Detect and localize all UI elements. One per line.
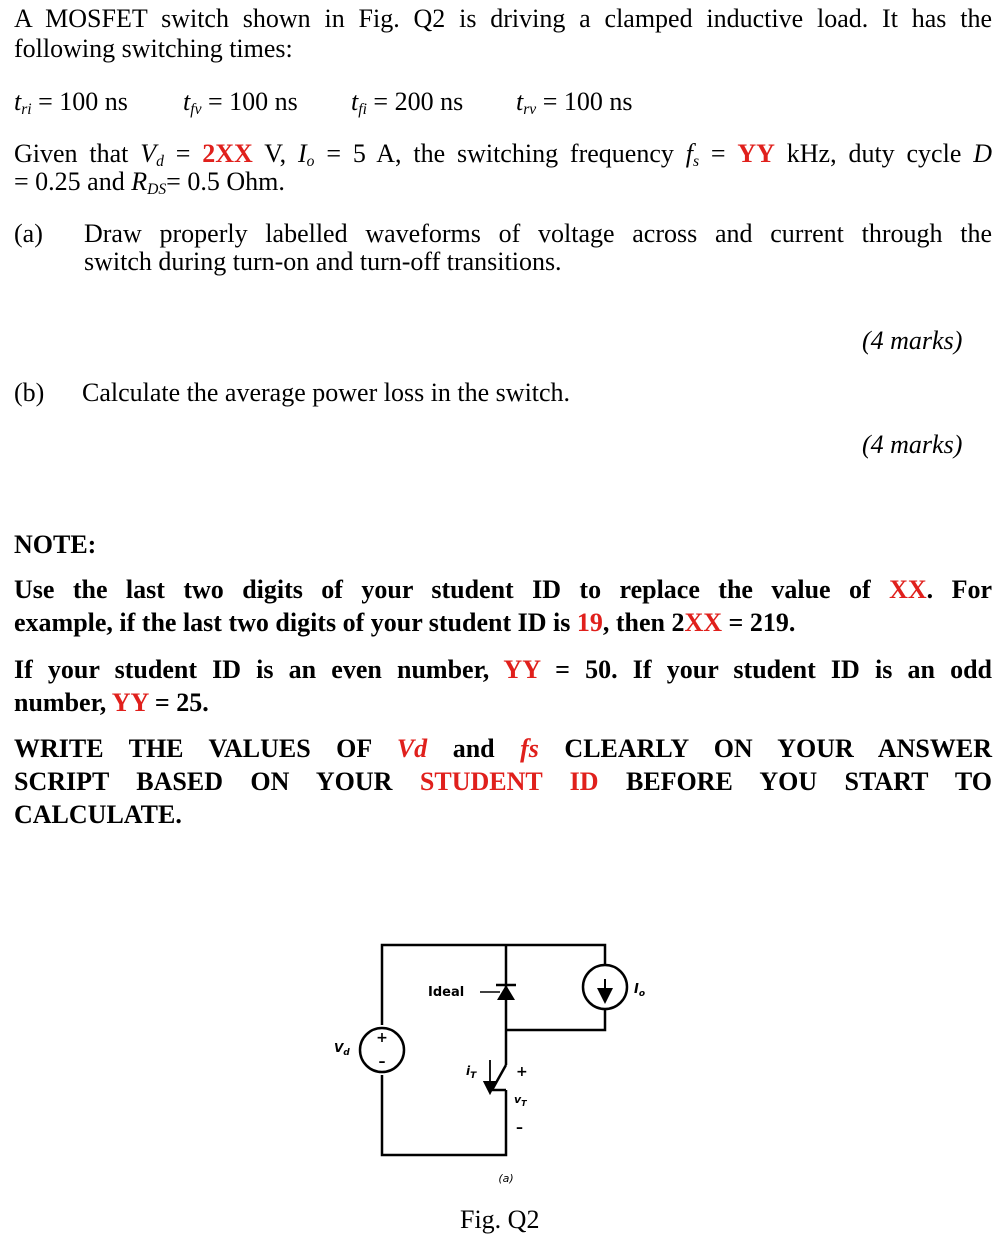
svg-text:–: –	[378, 1054, 386, 1070]
time-tfi: $t_{fi} = 200$ ns	[351, 87, 464, 118]
part-b-label: (b)	[14, 378, 45, 407]
part-a-line-2: switch during turn-on and turn-off transitions.	[84, 247, 562, 276]
io-label: $I_o$	[634, 982, 646, 999]
right-wire	[506, 1010, 605, 1030]
note-p3-line-2: SCRIPT BASED ON YOUR STUDENT ID BEFORE YOU START TO	[14, 767, 992, 796]
time-tri: $t_{ri} = 100$ ns	[14, 87, 128, 118]
switch-blade	[492, 1065, 506, 1090]
time-tfv: $t_{fv} = 100$ ns	[183, 87, 298, 118]
given-line-1: Given that $V_d = 2XX$ V, $I_o = 5$ A, the switching frequency $f_s$ = YY kHz, duty cycle D	[14, 139, 992, 170]
circuit-figure	[320, 930, 680, 1190]
intro-line-2: following switching times:	[14, 34, 293, 63]
note-p1-line-2: example, if the last two digits of your student ID is 19, then 2XX = 219.	[14, 608, 796, 637]
top-right-wire	[506, 945, 605, 965]
note-title: NOTE:	[14, 530, 97, 559]
part-a-line-1: Draw properly labelled waveforms of voltage across and current through the	[84, 219, 992, 248]
note-p1-line-1: Use the last two digits of your student ID to replace the value of XX. For	[14, 575, 992, 604]
svg-text:+: +	[376, 1030, 388, 1046]
part-b-marks: (4 marks)	[862, 430, 963, 459]
note-p3-line-1: WRITE THE VALUES OF Vd and fs CLEARLY ON YOUR ANSWER	[14, 734, 992, 763]
intro-line-1: A MOSFET switch shown in Fig. Q2 is driving a clamped inductive load. It has the	[14, 4, 992, 33]
vt-plus: +	[516, 1064, 528, 1080]
vt-label: $v_T$	[514, 1093, 527, 1108]
part-a-label: (a)	[14, 219, 43, 248]
part-b-text: Calculate the average power loss in the switch.	[82, 378, 571, 407]
it-label: $i_T$	[466, 1064, 477, 1081]
time-trv: $t_{rv} = 100$ ns	[516, 87, 633, 118]
part-a-marks: (4 marks)	[862, 326, 963, 355]
fs-placeholder: YY	[737, 139, 775, 168]
vt-minus: –	[516, 1120, 523, 1136]
ideal-label: Ideal	[428, 985, 465, 1000]
note-p3-line-3: CALCULATE.	[14, 800, 182, 829]
note-p2-line-1: If your student ID is an even number, YY = 50. If your student ID is an odd	[14, 655, 993, 684]
figure-caption: Fig. Q2	[460, 1205, 540, 1234]
bottom-wire	[382, 1075, 506, 1155]
vd-label: $V_d$	[334, 1041, 350, 1058]
sub-figure-label: (a)	[498, 1172, 514, 1185]
note-p2-line-2: number, YY = 25.	[14, 688, 209, 717]
given-line-2: = 0.25 and $R_{DS}= 0.5$ Ohm.	[14, 167, 285, 198]
vd-placeholder: 2XX	[202, 139, 253, 168]
